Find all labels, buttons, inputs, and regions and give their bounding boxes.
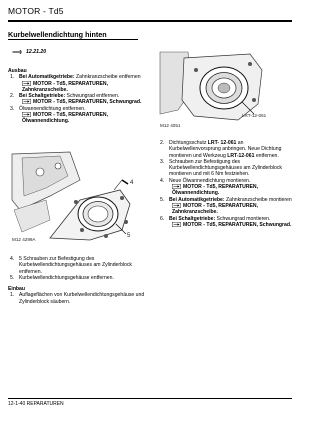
cross-reference-icon: [22, 81, 31, 86]
cross-reference-link[interactable]: [169, 184, 292, 197]
footer-divider: [8, 398, 292, 399]
step-number: 6.: [160, 215, 165, 222]
step-emphasis: LRT- 12-061: [207, 140, 237, 146]
procedure-step: [8, 93, 148, 106]
step-text: Ölwannendichtung entfernen.: [19, 105, 86, 112]
ausbau-heading: Ausbau: [8, 68, 27, 74]
step-condition: Bei Automatikgetriebe:: [19, 74, 75, 81]
figure-2-label: M12 4051: [160, 123, 181, 128]
step-number: 1.: [10, 292, 15, 299]
procedure-step: [158, 197, 292, 216]
header-divider: [8, 20, 292, 22]
procedure-step: [8, 292, 148, 305]
procedure-step: [8, 256, 148, 275]
step-text: Auflageflächen von Kurbelwellendichtungsgehäuse und Zylinderblock säubern.: [19, 292, 145, 305]
step-emphasis: Bei Automatikgetriebe:: [169, 196, 225, 203]
seal-protector-illustration: [158, 50, 288, 128]
procedure-step: [158, 140, 292, 159]
figure-seal-housing: [10, 150, 138, 242]
step-text: Neue Ölwannendichtung montieren.: [169, 177, 251, 184]
section-divider: [8, 39, 138, 40]
step-number: 5.: [160, 196, 165, 203]
step-emphasis: LRT-12-061: [227, 152, 255, 159]
page-footer: 12-1-40 REPARATUREN: [8, 401, 64, 407]
seal-housing-illustration: [10, 150, 138, 242]
procedure-step: [158, 216, 292, 229]
cross-reference-text: MOTOR - Td5, REPARATUREN, Zahnkranzscheibe.: [172, 202, 258, 216]
step-number: 4.: [160, 177, 165, 184]
step-number: 4.: [10, 256, 15, 262]
right-column: [158, 140, 292, 228]
repair-code: [12, 49, 46, 55]
cross-reference-text: MOTOR - Td5, REPARATUREN, Ölwannendichtung.: [22, 112, 108, 125]
step-number: 2.: [10, 93, 15, 100]
step-number: 5.: [10, 274, 15, 281]
step-number: 3.: [10, 105, 15, 112]
cross-reference-link[interactable]: [169, 222, 292, 228]
tool-callout-label: LRT-12-061: [242, 113, 267, 118]
step-text: Schwungrad entfernen.: [65, 93, 120, 100]
cross-reference-link[interactable]: [19, 112, 148, 125]
cross-reference-icon: [172, 184, 181, 189]
procedure-step: [158, 159, 292, 178]
wrench-icon: [12, 49, 23, 55]
figure-1-label: M12 4299A: [12, 237, 36, 242]
cross-reference-icon: [172, 222, 181, 227]
figure-seal-protector: [158, 50, 288, 128]
step-text: Kurbelwellendichtungsgehäuse entfernen.: [19, 274, 114, 281]
step-text: Zahnkranzscheibe montieren: [224, 196, 292, 203]
cross-reference-icon: [22, 99, 31, 104]
repair-code-value: 12.21.20: [26, 49, 47, 55]
procedure-step: [8, 74, 148, 93]
cross-reference-icon: [22, 112, 31, 117]
page-header-title: MOTOR - Td5: [8, 6, 64, 16]
procedure-step: [8, 106, 148, 125]
step-text: Schwungrad montieren.: [215, 215, 271, 222]
cross-reference-text: MOTOR - Td5, REPARATUREN, Zahnkranzscheibe.: [22, 80, 108, 93]
cross-reference-link[interactable]: [19, 81, 148, 94]
cross-reference-link[interactable]: [169, 203, 292, 216]
cross-reference-text: MOTOR - Td5, REPARATUREN, Ölwannendichtung.: [172, 184, 258, 197]
step-condition: Bei Schaltgetriebe:: [19, 93, 66, 100]
callout-4: 4: [130, 180, 134, 186]
section-title: Kurbelwellendichtung hinten: [8, 30, 107, 39]
step-text: Schrauben zur Befestigung des Kurbelwellendichtungsgehäuses am Zylinderblock montieren und mit 6 Nm festziehen.: [169, 158, 282, 178]
cross-reference-text: MOTOR - Td5, REPARATUREN, Schwungrad.: [183, 221, 292, 228]
step-emphasis: Bei Schaltgetriebe:: [169, 215, 216, 222]
step-text: Dichtungsschutz: [169, 140, 208, 146]
left-column-top: [8, 68, 148, 125]
step-number: 3.: [160, 158, 165, 165]
einbau-heading: Einbau: [8, 286, 25, 293]
step-text: entfernen.: [254, 152, 279, 159]
cross-reference-icon: [172, 203, 181, 208]
left-column-bottom: [8, 256, 148, 305]
step-text: Zahnkranzscheibe entfernen: [74, 74, 141, 81]
step-number: 2.: [160, 140, 165, 146]
step-text: an Kurbelwellenvorsprung anbringen. Neue Dichtung montieren und Werkzeug: [169, 140, 282, 159]
step-text: 5 Schrauben zur Befestigung des Kurbelwellendichtungsgehäuses am Zylinderblock entfernen.: [19, 256, 132, 275]
cross-reference-text: MOTOR - Td5, REPARATUREN, Schwungrad.: [33, 99, 142, 106]
callout-5: 5: [127, 233, 131, 239]
step-number: 1.: [10, 74, 15, 81]
procedure-step: [158, 178, 292, 197]
procedure-step: [8, 275, 148, 281]
